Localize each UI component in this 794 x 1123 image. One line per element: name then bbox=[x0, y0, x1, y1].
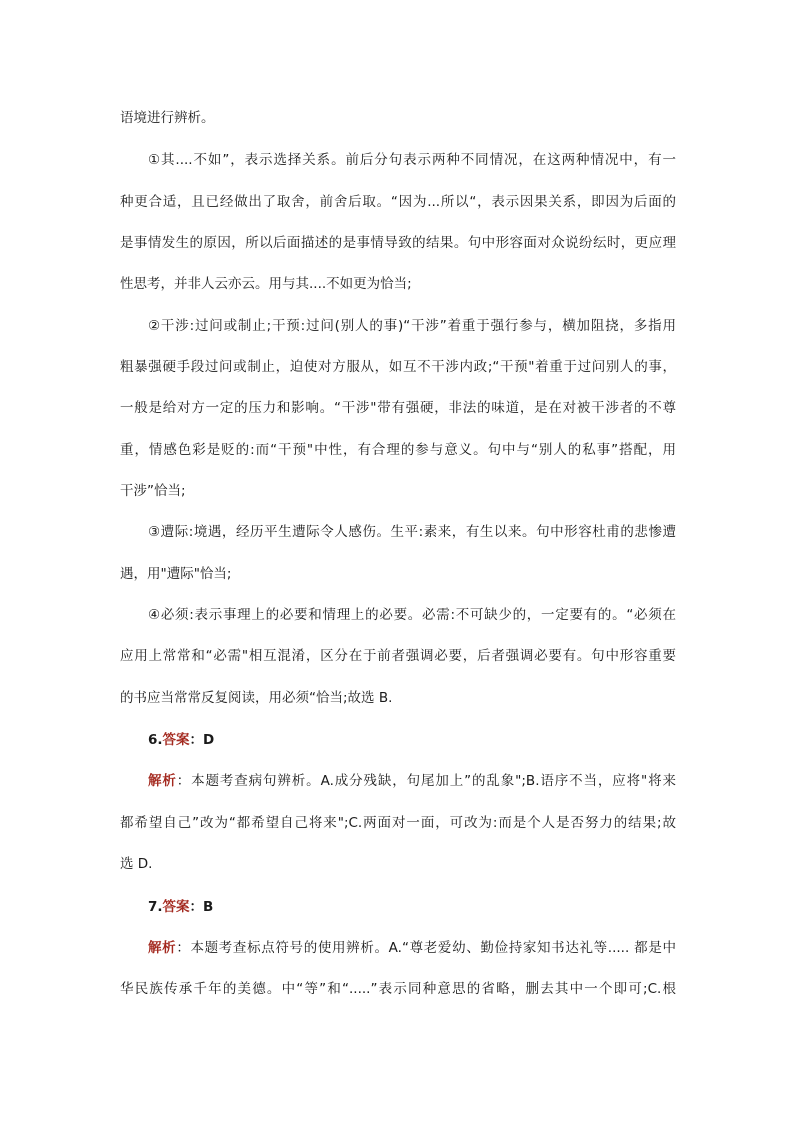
paragraph-line: 应用上常常和“必需"相互混淆，区分在于前者强调必要，后者强调必要有。句中形容重要 bbox=[120, 648, 676, 664]
answer-label: 答案 bbox=[162, 899, 190, 915]
paragraph-line: 是事情发生的原因，所以后面描述的是事情导致的结果。句中形容面对众说纷纭时，更应理 bbox=[120, 235, 676, 251]
analysis-line bbox=[148, 938, 676, 958]
analysis-text: ：本题考查病句辨析。A.成分残缺，句尾加上”的乱象";B.语序不当，应将"将来 bbox=[176, 773, 676, 789]
answer-value: D bbox=[203, 732, 215, 748]
answer-7-line bbox=[148, 897, 676, 917]
analysis-label: 解析 bbox=[148, 773, 177, 789]
paragraph-line: 的书应当常常反复阅读，用必须“恰当;故选 B. bbox=[120, 690, 393, 706]
answer-label: 答案 bbox=[162, 732, 190, 748]
paragraph-line: 粗暴强硬手段过问或制止，迫使对方服从，如互不干涉内政;“干预"着重于过问别人的事， bbox=[120, 359, 676, 375]
answer-separator: ： bbox=[189, 732, 204, 748]
paragraph-line: ①其....不如”，表示选择关系。前后分句表示两种不同情况，在这两种情况中，有一 bbox=[148, 152, 676, 168]
paragraph-line: 遇，用"遭际"恰当; bbox=[120, 566, 232, 582]
analysis-text: ：本题考查标点符号的使用辨析。A.“尊老爱幼、勤俭持家知书达礼等..... 都是中 bbox=[176, 940, 676, 956]
answer-number: 7. bbox=[148, 899, 163, 915]
paragraph-line: 华民族传承千年的美德。中“等”和“.....”表示同种意思的省略，删去其中一个即可;C.根 bbox=[120, 981, 676, 997]
analysis-line bbox=[148, 771, 676, 791]
analysis-label: 解析 bbox=[148, 940, 177, 956]
answer-number: 6. bbox=[148, 732, 163, 748]
paragraph-line: 种更合适，且已经做出了取舍，前舍后取。“因为...所以“，表示因果关系，即因为后面的 bbox=[120, 194, 676, 210]
answer-separator: ： bbox=[189, 899, 204, 915]
answer-value: B bbox=[203, 899, 214, 915]
paragraph-line: 都希望自己”改为“都希望自己将来";C.两面对一面，可改为:而是个人是否努力的结果;故 bbox=[120, 815, 676, 831]
paragraph-line: 选 D. bbox=[120, 856, 153, 872]
paragraph-line: 性思考，并非人云亦云。用与其....不如更为恰当; bbox=[120, 276, 412, 292]
paragraph-line: ③遭际:境遇，经历平生遭际令人感伤。生平:素来，有生以来。句中形容杜甫的悲惨遭 bbox=[148, 524, 676, 540]
paragraph-line: ④必须:表示事理上的必要和情理上的必要。必需:不可缺少的，一定要有的。“必须在 bbox=[148, 607, 676, 623]
paragraph-line: ②干涉:过问或制止;干预:过问(别人的事)“干涉”着重于强行参与，横加阻挠，多指用 bbox=[148, 318, 676, 334]
paragraph-line: 语境进行辨析。 bbox=[120, 110, 215, 126]
paragraph-line: 干涉”恰当; bbox=[120, 483, 186, 499]
paragraph-line: 一般是给对方一定的压力和影响。“干涉"带有强硬，非法的味道，是在对被干涉者的不尊 bbox=[120, 400, 676, 416]
paragraph-line: 重，情感色彩是贬的:而“干预"中性，有合理的参与意义。句中与“别人的私事”搭配，用 bbox=[120, 442, 676, 458]
answer-6-line bbox=[148, 730, 676, 750]
